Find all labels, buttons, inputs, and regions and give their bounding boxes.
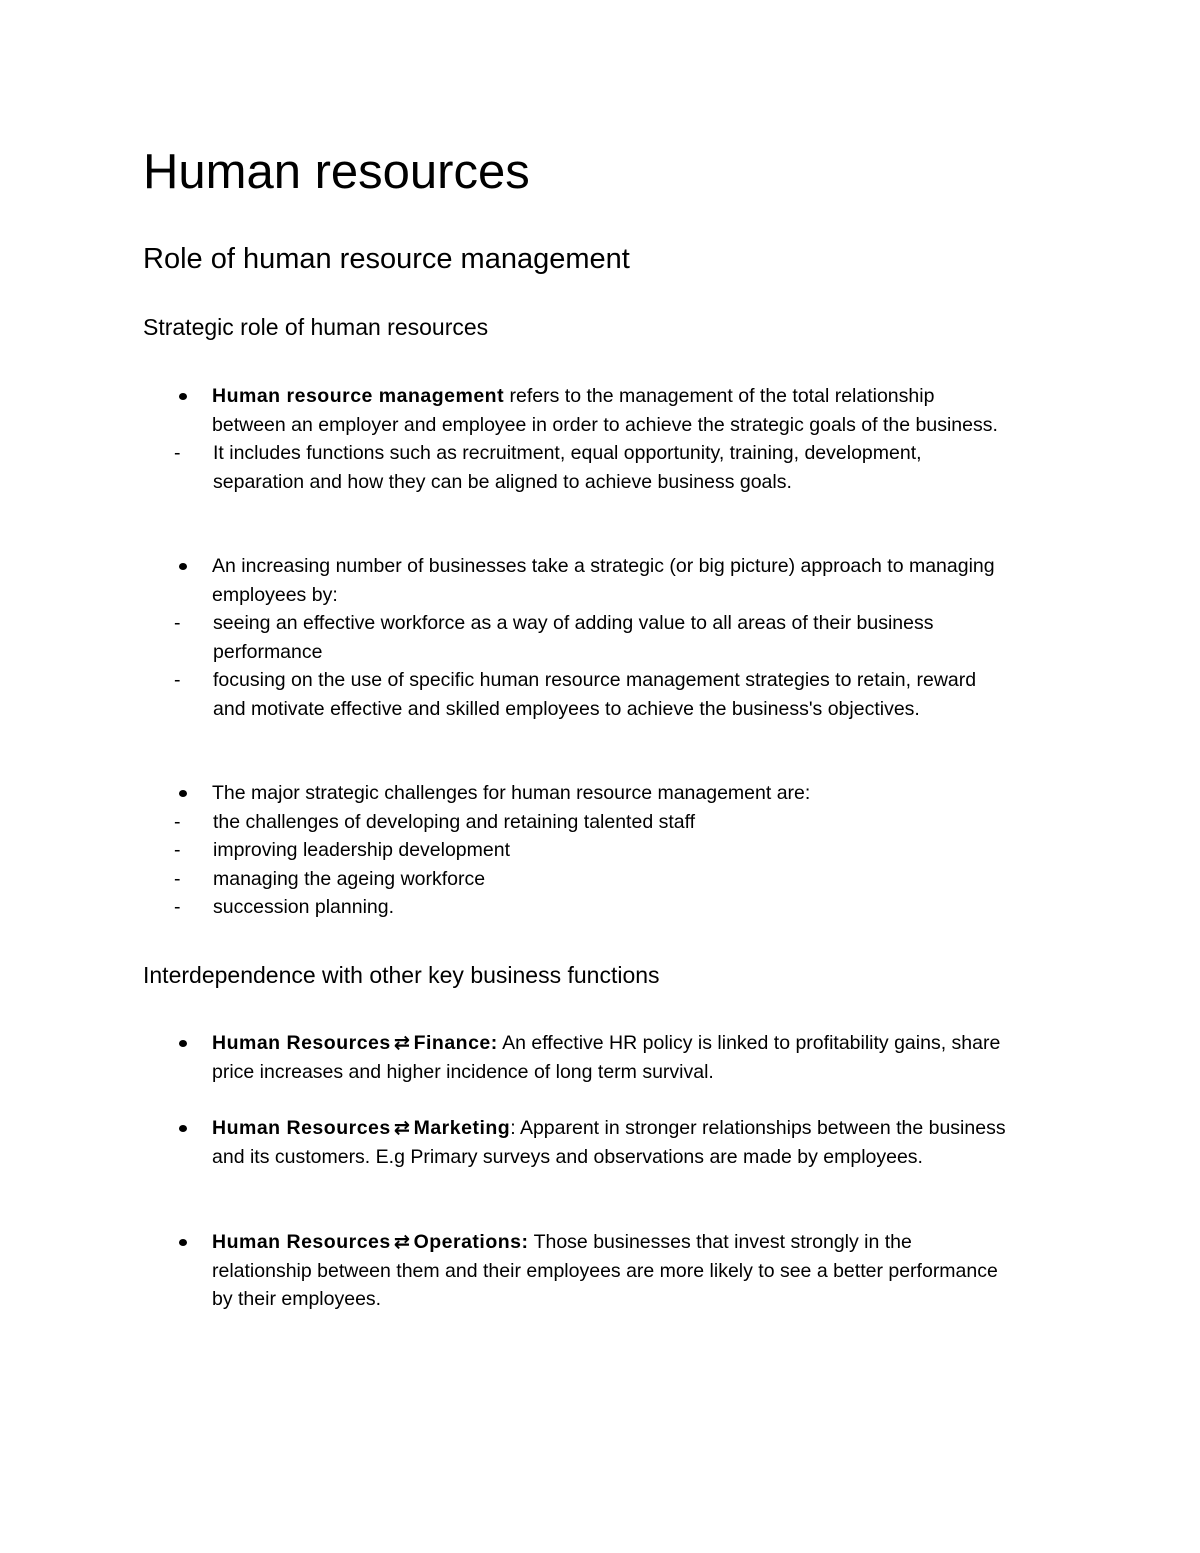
interdependence-item-operations [143, 1228, 1083, 1314]
function-left: Human Resources [212, 1117, 391, 1139]
dash-icon: - [174, 612, 181, 635]
bullet-icon [179, 563, 187, 570]
dash-icon: - [174, 867, 181, 890]
strategic-item-1 [143, 382, 1083, 496]
item-text: : Apparent in stronger relationships between the business and its customers. E.g Primary surveys and observations are made by employees. [212, 1117, 1006, 1168]
exchange-arrow-icon: ⇄ [393, 1117, 411, 1139]
bullet-icon [179, 393, 187, 400]
function-left: Human Resources [212, 1032, 391, 1054]
item-text: Those businesses that invest strongly in the relationship between them and their employees are more likely to see a better performance by their employees. [212, 1231, 998, 1311]
section-heading-interdependence: Interdependence with other key business functions [143, 962, 660, 988]
function-right: Finance: [413, 1032, 498, 1054]
exchange-arrow-icon: ⇄ [393, 1231, 411, 1253]
bullet-icon [179, 1125, 187, 1132]
dash-icon: - [174, 839, 181, 862]
sub-item-text: managing the ageing workforce [213, 867, 486, 890]
item-text: An effective HR policy is linked to profitability gains, share price increases and higher incidence of long term survival. [212, 1032, 1001, 1083]
sub-item-text: the challenges of developing and retaining talented staff [213, 810, 696, 833]
dash-icon: - [174, 810, 181, 833]
function-right: Marketing [413, 1117, 511, 1139]
strategic-item-3 [143, 779, 1083, 922]
strategic-item-2 [143, 552, 1083, 724]
dash-icon: - [174, 896, 181, 919]
sub-item-text: focusing on the use of specific human resource management strategies to retain, reward and motivate effective and skilled employees to achieve the business's objectives. [213, 669, 977, 720]
page-subtitle: Role of human resource management [143, 243, 630, 275]
section-heading-strategic: Strategic role of human resources [143, 314, 489, 340]
function-right: Operations: [413, 1231, 529, 1253]
sub-item-text: succession planning. [213, 896, 395, 919]
dash-icon: - [174, 442, 181, 465]
term-bold: Human resource management [212, 385, 505, 407]
page-title: Human resources [143, 145, 530, 199]
bullet-icon [179, 1239, 187, 1246]
sub-item-text: It includes functions such as recruitment, equal opportunity, training, development, separation and how they can be aligned to achieve business goals. [213, 442, 922, 493]
item-text: The major strategic challenges for human resource management are: [212, 782, 811, 804]
interdependence-item-marketing [143, 1114, 1083, 1171]
interdependence-item-finance [143, 1029, 1083, 1086]
dash-icon: - [174, 669, 181, 692]
exchange-arrow-icon: ⇄ [393, 1032, 411, 1054]
function-left: Human Resources [212, 1231, 391, 1253]
bullet-icon [179, 790, 187, 797]
item-text: refers to the management of the total relationship between an employer and employee in order to achieve the strategic goals of the business. [212, 385, 998, 436]
item-text: An increasing number of businesses take a strategic (or big picture) approach to managing employees by: [212, 555, 995, 606]
sub-item-text: improving leadership development [213, 839, 511, 862]
sub-item-text: seeing an effective workforce as a way of adding value to all areas of their business performance [213, 612, 934, 663]
bullet-icon [179, 1040, 187, 1047]
